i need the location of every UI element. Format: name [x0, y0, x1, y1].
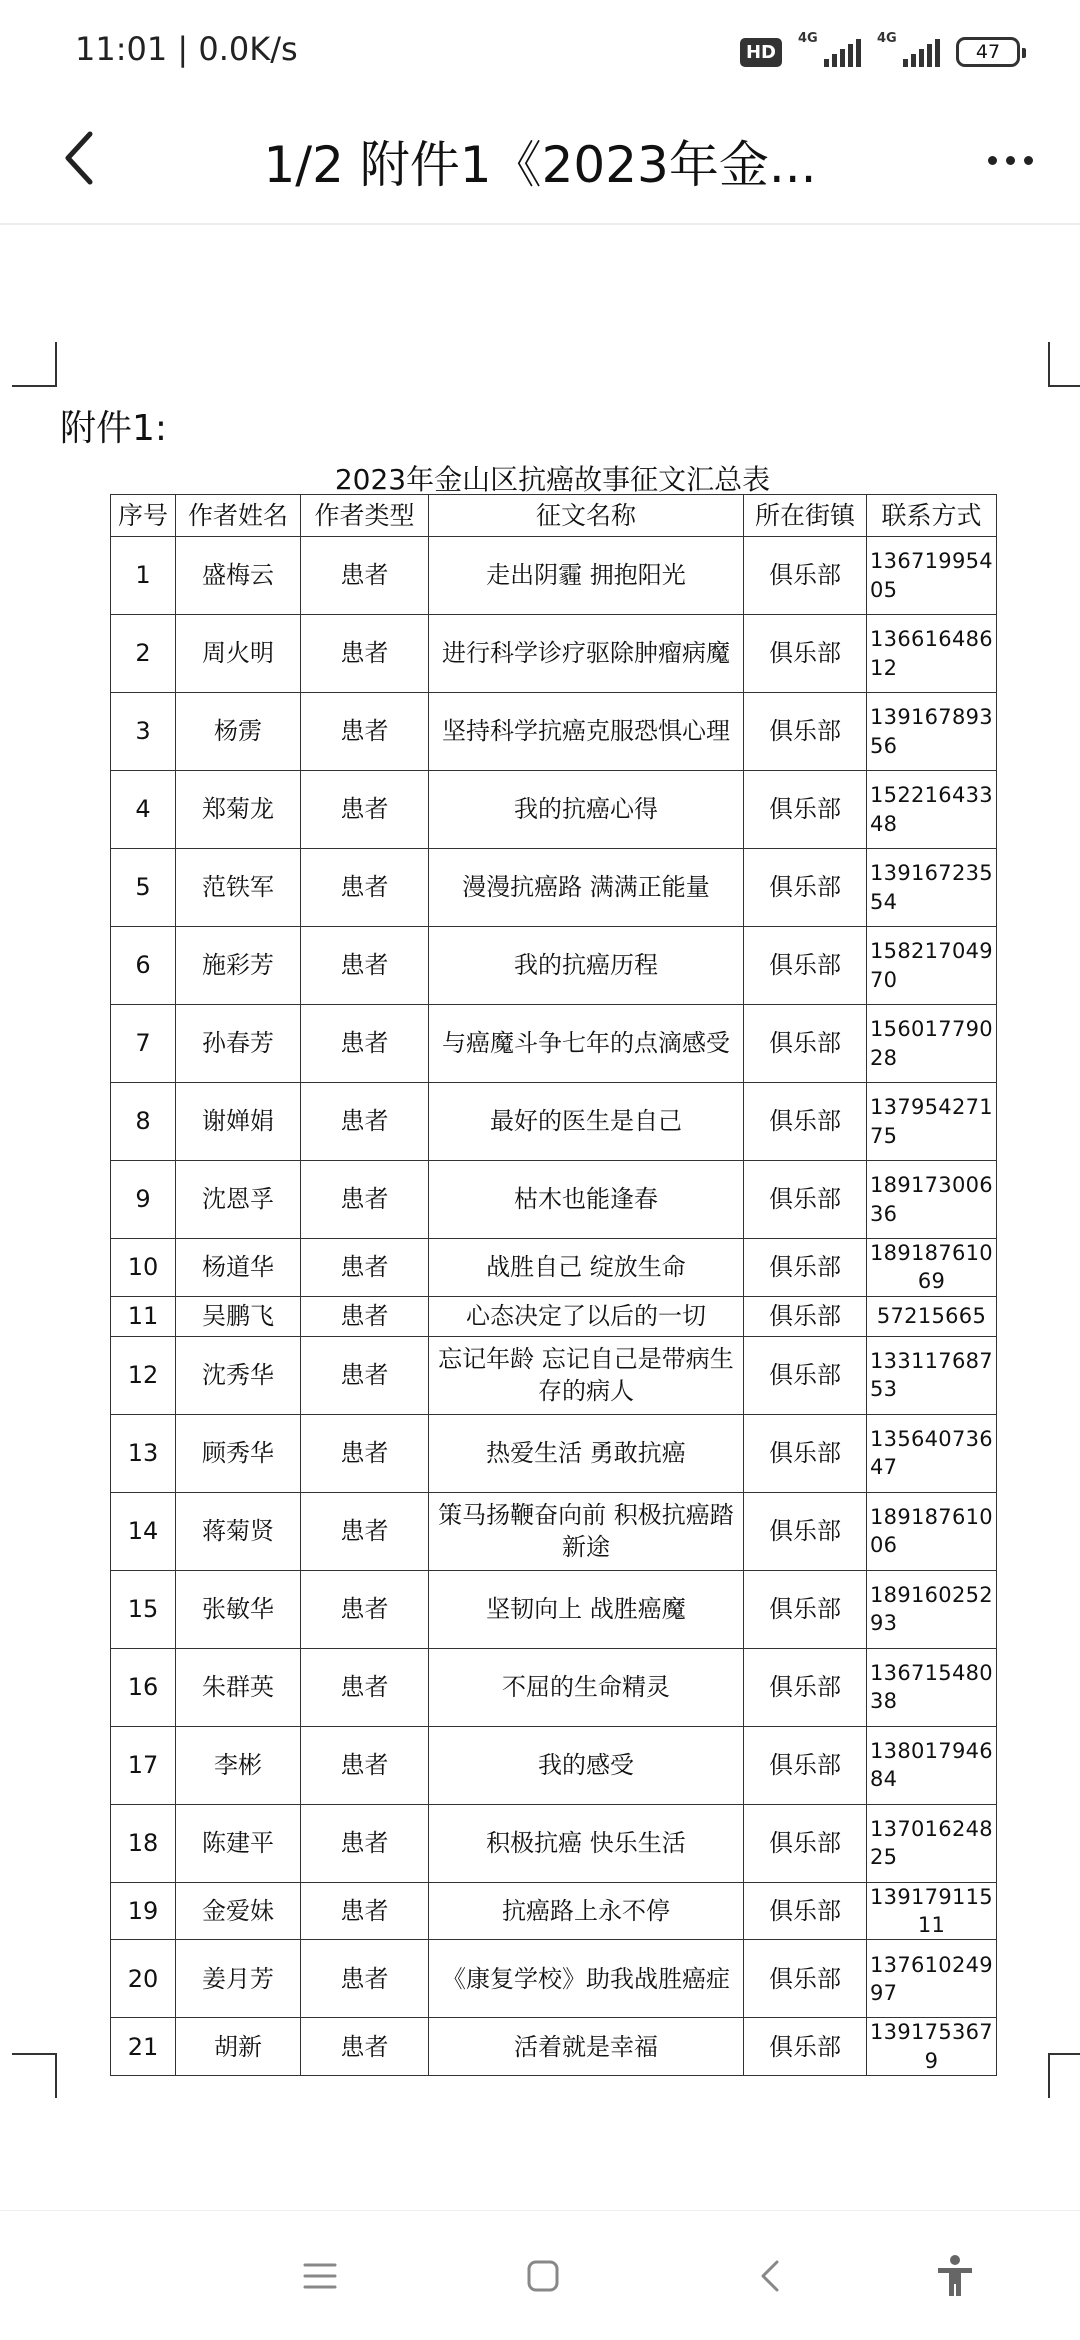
column-header: 联系方式 — [867, 495, 997, 537]
row-number-cell: 8 — [111, 1083, 176, 1161]
street-cell: 俱乐部 — [744, 1161, 867, 1239]
contact-cell: 1391753679 — [867, 2018, 997, 2076]
table-row — [111, 1648, 997, 1726]
street-cell: 俱乐部 — [744, 927, 867, 1005]
crop-mark — [12, 2053, 57, 2098]
contact-cell: 13564073647 — [867, 1414, 997, 1492]
author-name-cell: 孙春芳 — [176, 1005, 301, 1083]
chevron-left-icon — [60, 130, 100, 186]
table-row — [111, 2018, 997, 2076]
row-number-cell: 20 — [111, 1940, 176, 2018]
street-cell: 俱乐部 — [744, 2018, 867, 2076]
street-cell: 俱乐部 — [744, 1336, 867, 1414]
column-header: 序号 — [111, 495, 176, 537]
essay-title-cell: 坚韧向上 战胜癌魔 — [429, 1570, 744, 1648]
essay-title-cell: 活着就是幸福 — [429, 2018, 744, 2076]
app-header — [0, 100, 1080, 225]
contact-cell: 13916789356 — [867, 693, 997, 771]
street-cell: 俱乐部 — [744, 1492, 867, 1570]
contact-cell: 13701624825 — [867, 1804, 997, 1882]
table-row — [111, 1940, 997, 2018]
table-row — [111, 1161, 997, 1239]
author-type-cell: 患者 — [301, 1940, 429, 2018]
author-name-cell: 顾秀华 — [176, 1414, 301, 1492]
table-row — [111, 1005, 997, 1083]
street-cell: 俱乐部 — [744, 1239, 867, 1297]
street-cell: 俱乐部 — [744, 849, 867, 927]
table-body — [111, 537, 997, 2076]
row-number-cell: 19 — [111, 1882, 176, 1940]
essay-title-cell: 漫漫抗癌路 满满正能量 — [429, 849, 744, 927]
row-number-cell: 21 — [111, 2018, 176, 2076]
author-name-cell: 杨道华 — [176, 1239, 301, 1297]
contact-cell: 13795427175 — [867, 1083, 997, 1161]
street-cell: 俱乐部 — [744, 1804, 867, 1882]
contact-cell: 13311768753 — [867, 1336, 997, 1414]
essay-title-cell: 枯木也能逢春 — [429, 1161, 744, 1239]
author-type-cell: 患者 — [301, 1005, 429, 1083]
column-header: 征文名称 — [429, 495, 744, 537]
author-name-cell: 杨雳 — [176, 693, 301, 771]
author-type-cell: 患者 — [301, 615, 429, 693]
table-row — [111, 615, 997, 693]
author-type-cell: 患者 — [301, 1296, 429, 1336]
row-number-cell: 3 — [111, 693, 176, 771]
table-row — [111, 1336, 997, 1414]
row-number-cell: 18 — [111, 1804, 176, 1882]
row-number-cell: 7 — [111, 1005, 176, 1083]
row-number-cell: 17 — [111, 1726, 176, 1804]
row-number-cell: 13 — [111, 1414, 176, 1492]
street-cell: 俱乐部 — [744, 1882, 867, 1940]
table-row — [111, 1570, 997, 1648]
essay-title-cell: 战胜自己 绽放生命 — [429, 1239, 744, 1297]
table-row — [111, 693, 997, 771]
author-name-cell: 吴鹏飞 — [176, 1296, 301, 1336]
contact-cell: 13671548038 — [867, 1648, 997, 1726]
row-number-cell: 12 — [111, 1336, 176, 1414]
author-name-cell: 李彬 — [176, 1726, 301, 1804]
table-row — [111, 1414, 997, 1492]
table-row — [111, 1083, 997, 1161]
column-header: 作者姓名 — [176, 495, 301, 537]
contact-cell: 13671995405 — [867, 537, 997, 615]
menu-icon — [303, 2261, 337, 2291]
street-cell: 俱乐部 — [744, 1570, 867, 1648]
essay-title-cell: 《康复学校》助我战胜癌症 — [429, 1940, 744, 2018]
row-number-cell: 1 — [111, 537, 176, 615]
row-number-cell: 14 — [111, 1492, 176, 1570]
author-type-cell: 患者 — [301, 1414, 429, 1492]
author-type-cell: 患者 — [301, 2018, 429, 2076]
contact-cell: 57215665 — [867, 1296, 997, 1336]
street-cell: 俱乐部 — [744, 1648, 867, 1726]
more-dots-icon — [988, 156, 997, 165]
crop-mark — [12, 342, 57, 387]
author-name-cell: 盛梅云 — [176, 537, 301, 615]
row-number-cell: 16 — [111, 1648, 176, 1726]
author-type-cell: 患者 — [301, 1336, 429, 1414]
table-row — [111, 537, 997, 615]
contact-cell: 15821704970 — [867, 927, 997, 1005]
essay-title-cell: 坚持科学抗癌克服恐惧心理 — [429, 693, 744, 771]
contact-cell: 15221643348 — [867, 771, 997, 849]
contact-cell: 13661648612 — [867, 615, 997, 693]
author-name-cell: 谢婵娟 — [176, 1083, 301, 1161]
back-button[interactable] — [40, 118, 120, 198]
table-row — [111, 1726, 997, 1804]
battery-icon — [956, 37, 1020, 67]
essay-title-cell: 最好的医生是自己 — [429, 1083, 744, 1161]
crop-mark — [1048, 2053, 1080, 2098]
signal-icon — [877, 31, 940, 67]
table-header-row — [111, 495, 997, 537]
author-type-cell: 患者 — [301, 1083, 429, 1161]
contact-cell: 13917911511 — [867, 1882, 997, 1940]
street-cell: 俱乐部 — [744, 537, 867, 615]
nav-back-button[interactable] — [740, 2246, 800, 2306]
home-square-icon — [526, 2259, 560, 2293]
essay-title-cell: 策马扬鞭奋向前 积极抗癌踏新途 — [429, 1492, 744, 1570]
contact-cell: 18918761006 — [867, 1492, 997, 1570]
row-number-cell: 9 — [111, 1161, 176, 1239]
street-cell: 俱乐部 — [744, 1414, 867, 1492]
table-row — [111, 771, 997, 849]
author-type-cell: 患者 — [301, 849, 429, 927]
essay-title-cell: 与癌魔斗争七年的点滴感受 — [429, 1005, 744, 1083]
contact-cell: 18916025293 — [867, 1570, 997, 1648]
signal-icon — [798, 31, 861, 67]
essay-title-cell: 我的抗癌历程 — [429, 927, 744, 1005]
essay-title-cell: 走出阴霾 拥抱阳光 — [429, 537, 744, 615]
row-number-cell: 10 — [111, 1239, 176, 1297]
street-cell: 俱乐部 — [744, 1726, 867, 1804]
street-cell: 俱乐部 — [744, 1296, 867, 1336]
row-number-cell: 11 — [111, 1296, 176, 1336]
summary-table — [110, 494, 997, 2076]
contact-cell: 13761024997 — [867, 1940, 997, 2018]
author-name-cell: 蒋菊贤 — [176, 1492, 301, 1570]
author-name-cell: 郑菊龙 — [176, 771, 301, 849]
home-button[interactable] — [513, 2246, 573, 2306]
essay-title-cell: 忘记年龄 忘记自己是带病生存的病人 — [429, 1336, 744, 1414]
table-row — [111, 1882, 997, 1940]
author-type-cell: 患者 — [301, 1882, 429, 1940]
row-number-cell: 5 — [111, 849, 176, 927]
crop-mark — [1048, 342, 1080, 387]
contact-cell: 18918761069 — [867, 1239, 997, 1297]
author-name-cell: 张敏华 — [176, 1570, 301, 1648]
author-type-cell: 患者 — [301, 1726, 429, 1804]
street-cell: 俱乐部 — [744, 1083, 867, 1161]
column-header: 所在街镇 — [744, 495, 867, 537]
author-name-cell: 施彩芳 — [176, 927, 301, 1005]
hd-icon: HD — [740, 38, 782, 67]
attachment-label: 附件1: — [60, 408, 168, 449]
author-name-cell: 沈秀华 — [176, 1336, 301, 1414]
table-title: 2023年金山区抗癌故事征文汇总表 — [334, 463, 771, 496]
author-type-cell: 患者 — [301, 1239, 429, 1297]
status-icons — [740, 30, 1020, 74]
essay-title-cell: 我的感受 — [429, 1726, 744, 1804]
contact-cell: 18917300636 — [867, 1161, 997, 1239]
status-time: 11:01 | 0.0K/s — [75, 30, 298, 68]
essay-title-cell: 进行科学诊疗驱除肿瘤病魔 — [429, 615, 744, 693]
more-options-button[interactable] — [970, 120, 1050, 200]
author-name-cell: 范铁军 — [176, 849, 301, 927]
author-name-cell: 沈恩孚 — [176, 1161, 301, 1239]
author-type-cell: 患者 — [301, 927, 429, 1005]
author-name-cell: 陈建平 — [176, 1804, 301, 1882]
network-type-label: 4G — [877, 31, 897, 46]
contact-cell: 13801794684 — [867, 1726, 997, 1804]
contact-cell: 15601779028 — [867, 1005, 997, 1083]
status-bar — [0, 0, 1080, 100]
author-name-cell: 姜月芳 — [176, 1940, 301, 2018]
author-type-cell: 患者 — [301, 1570, 429, 1648]
table-row — [111, 849, 997, 927]
contact-cell: 13916723554 — [867, 849, 997, 927]
author-type-cell: 患者 — [301, 1161, 429, 1239]
author-type-cell: 患者 — [301, 1492, 429, 1570]
essay-title-cell: 不屈的生命精灵 — [429, 1648, 744, 1726]
accessibility-button[interactable] — [925, 2246, 985, 2306]
author-name-cell: 胡新 — [176, 2018, 301, 2076]
author-type-cell: 患者 — [301, 537, 429, 615]
page-title: 1/2 附件1《2023年金... — [263, 136, 817, 194]
essay-title-cell: 积极抗癌 快乐生活 — [429, 1804, 744, 1882]
street-cell: 俱乐部 — [744, 771, 867, 849]
table-row — [111, 1804, 997, 1882]
menu-button[interactable] — [290, 2246, 350, 2306]
table-row — [111, 1296, 997, 1336]
essay-title-cell: 心态决定了以后的一切 — [429, 1296, 744, 1336]
essay-title-cell: 我的抗癌心得 — [429, 771, 744, 849]
essay-title-cell: 抗癌路上永不停 — [429, 1882, 744, 1940]
row-number-cell: 6 — [111, 927, 176, 1005]
author-name-cell: 金爱妹 — [176, 1882, 301, 1940]
system-nav-bar — [0, 2210, 1080, 2340]
battery-level: 47 — [975, 41, 1001, 63]
street-cell: 俱乐部 — [744, 615, 867, 693]
row-number-cell: 15 — [111, 1570, 176, 1648]
essay-title-cell: 热爱生活 勇敢抗癌 — [429, 1414, 744, 1492]
author-type-cell: 患者 — [301, 1648, 429, 1726]
network-type-label: 4G — [798, 31, 818, 46]
column-header: 作者类型 — [301, 495, 429, 537]
table-row — [111, 1239, 997, 1297]
table-row — [111, 1492, 997, 1570]
row-number-cell: 4 — [111, 771, 176, 849]
row-number-cell: 2 — [111, 615, 176, 693]
accessibility-icon — [935, 2254, 975, 2298]
street-cell: 俱乐部 — [744, 1005, 867, 1083]
street-cell: 俱乐部 — [744, 1940, 867, 2018]
author-name-cell: 朱群英 — [176, 1648, 301, 1726]
author-type-cell: 患者 — [301, 693, 429, 771]
author-type-cell: 患者 — [301, 1804, 429, 1882]
street-cell: 俱乐部 — [744, 693, 867, 771]
back-triangle-icon — [758, 2259, 782, 2293]
author-type-cell: 患者 — [301, 771, 429, 849]
author-name-cell: 周火明 — [176, 615, 301, 693]
table-row — [111, 927, 997, 1005]
